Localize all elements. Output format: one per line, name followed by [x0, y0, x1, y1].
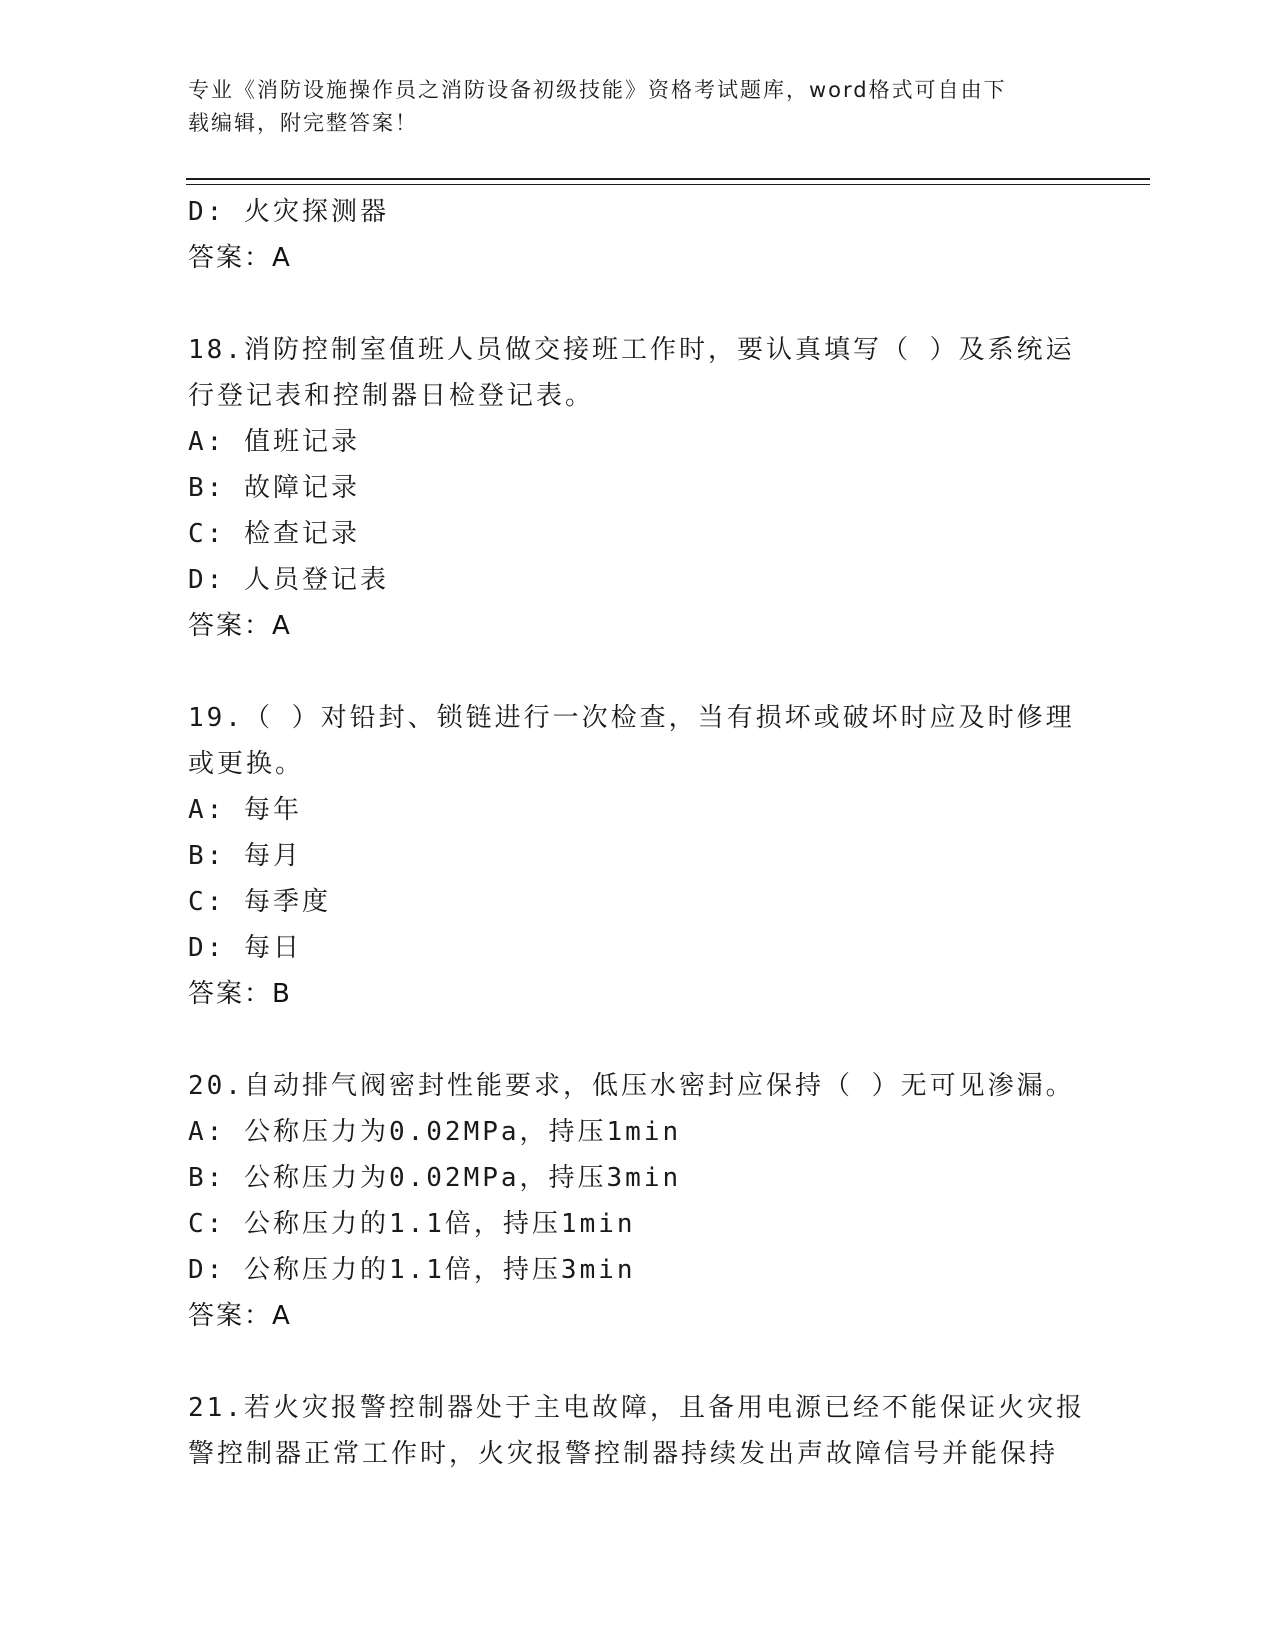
question-stem: 19.（ ）对铅封、锁链进行一次检查，当有损坏或破坏时应及时修理 [188, 703, 1075, 733]
answer: 答案：A [188, 1301, 292, 1331]
option-c: C: 公称压力的1.1倍，持压1min [188, 1209, 636, 1239]
spacer [188, 1017, 1088, 1063]
question-18 [188, 327, 1088, 649]
question-stem-continued: 或更换。 [188, 749, 305, 779]
option-b: B: 故障记录 [188, 473, 360, 503]
header-divider-thin [186, 184, 1150, 185]
option-d: D: 每日 [188, 933, 302, 963]
spacer [188, 1339, 1088, 1385]
option-c: C: 每季度 [188, 887, 331, 917]
answer: 答案：A [188, 243, 292, 273]
answer: 答案：A [188, 611, 292, 641]
question-stem: 21.若火灾报警控制器处于主电故障，且备用电源已经不能保证火灾报 [188, 1393, 1085, 1423]
option-a: A: 公称压力为0.02MPa，持压1min [188, 1117, 682, 1147]
option-a: A: 值班记录 [188, 427, 360, 457]
option-d: D: 火灾探测器 [188, 197, 389, 227]
question-stem: 18.消防控制室值班人员做交接班工作时，要认真填写（ ）及系统运 [188, 335, 1075, 365]
option-d: D: 公称压力的1.1倍，持压3min [188, 1255, 636, 1285]
answer: 答案：B [188, 979, 292, 1009]
option-a: A: 每年 [188, 795, 302, 825]
question-stem-continued: 警控制器正常工作时，火灾报警控制器持续发出声故障信号并能保持 [188, 1439, 1059, 1469]
spacer [188, 649, 1088, 695]
option-b: B: 每月 [188, 841, 302, 871]
option-c: C: 检查记录 [188, 519, 360, 549]
question-17-tail [188, 189, 1088, 281]
header-line-2: 载编辑，附完整答案！ [188, 111, 418, 135]
question-stem: 20.自动排气阀密封性能要求，低压水密封应保持（ ）无可见渗漏。 [188, 1071, 1075, 1101]
question-list [188, 189, 1088, 1477]
question-19 [188, 695, 1088, 1017]
option-d: D: 人员登记表 [188, 565, 389, 595]
question-stem-continued: 行登记表和控制器日检登记表。 [188, 381, 595, 411]
page-header [188, 74, 1068, 140]
header-divider-thick [186, 178, 1150, 180]
question-21 [188, 1385, 1088, 1477]
spacer [188, 281, 1088, 327]
header-line-1: 专业《消防设施操作员之消防设备初级技能》资格考试题库，word格式可自由下 [188, 78, 1007, 102]
option-b: B: 公称压力为0.02MPa，持压3min [188, 1163, 682, 1193]
question-20 [188, 1063, 1088, 1339]
